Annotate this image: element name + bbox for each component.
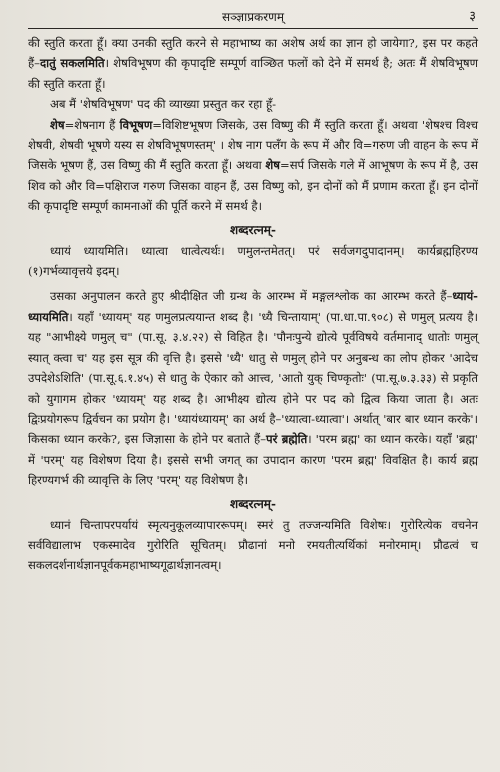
bold-term: शेष (265, 158, 280, 173)
text-run: । शेषविभूषण की कृपादृष्टि सम्पूर्ण वाञ्छित फलों को देने में समर्थ है; अतः मैं शेषविभूषण की स्तुति करता हूँ। (28, 56, 478, 91)
running-header (28, 6, 478, 29)
paragraph (28, 286, 478, 490)
sanskrit-commentary (28, 241, 478, 282)
text-run: =सर्प जिसके गले में आभूषण के रूप में है, उस शिव को और वि=पक्षिराज गरुण जिसका वाहन हैं, उस विष्णु को, इन दोनों को मैं प्रणाम करता हूँ। इन दोनों की कृपादृष्टि सम्पूर्ण कामनाओं की पूर्ति करने में समर्थ है। (28, 158, 478, 214)
text-run: । यहाँ 'ध्यायम्' यह णमुलप्रत्ययान्त शब्द है। 'ध्यै चिन्तायाम्' (पा.धा.पा.९०८) से णमुल् प्रत्यय है। यह "आभीक्ष्ये णमुल् च" (पा.सू. ३.४.२२) से विहित है। 'पौनःपुन्ये द्योत्ये पूर्वविषये वर्तमानाद् धातोः णमुल् स्यात् क्त्वा च' यह इस सूत्र की वृत्ति है। इससे 'ध्यै' धातु से णमुल् होने पर अनुबन्ध का लोप होकर 'आदेच उपदेशेऽशिति' (पा.सू.६.१.४५) से धातु के ऐकार को आत्त्व, 'आतो युक् चिण्कृतोः' (पा.सू.७.३.३३) से प्रकृति को युगागम होकर 'ध्यायम्' यह शब्द है। आभीक्ष्य द्योत्य होने पर पद को द्वित्व किया जाता है। अतः द्विःप्रयोगरूप द्विर्वचन का प्रयोग है। 'ध्यायंध्यायम्' का अर्थ है–'ध्यात्वा-ध्यात्वा'। अर्थात् 'बार बार ध्यान करके'। किसका ध्यान करके?, इस जिज्ञासा के होने पर बताते हैं– (28, 309, 478, 447)
paragraph (28, 115, 478, 217)
bold-term: दातुं सकलमिति (39, 56, 105, 71)
paragraph (28, 33, 478, 94)
bold-term: शेष (50, 117, 65, 132)
text-run: ध्यानं चिन्तापरपर्यायं स्मृत्यनुकूलव्यापाररूपम्। स्मरं तु तज्जन्यमिति विशेषः। गुरोरित्येक वचनेन सर्वविद्यालाभ एकस्मादेव गुरोरिति सूचितम्। प्रौढानां मनो रमयतीत्यर्थिकां मनोरमाम्। प्रौढत्वं च सकलदर्शनार्थज्ञानपूर्वकमहाभाष्यगूढार्थज्ञानत्वम्। (28, 517, 478, 573)
text-run: =विशिष्टभूषण जिसके, उस विष्णु की मैं स्तुति करता हूँ। अथवा 'शेषश्च विश्च शेषवी, शेषवी भूषणे यस्य स शेषविभूषणस्तम्' । शेष नाग पलँग के रूप में और वि=गरुण जी वाहन के रूप में जिसके भूषण हैं, उस विष्णु की मैं स्तुति करता हूँ। अथवा (28, 117, 478, 173)
text-run: ध्यायं ध्यायमिति। ध्यात्वा धात्वेत्यर्थः। णमुलन्तमेतत्। परं सर्वजगदुपादानम्। कार्यब्रह्महिरण्य (१)गर्भव्यावृत्तये इदम्। (28, 243, 478, 279)
bold-term: परं ब्रह्मेति (266, 432, 308, 447)
section-heading: शब्दरत्नम्- (230, 496, 276, 511)
text-run: । 'परम ब्रह्म' का ध्यान करके। यहाँ 'ब्रह्म' में 'परम्' यह विशेषण दिया है। इससे सभी जगत् का उपादान कारण 'परम ब्रह्म' विवक्षित है। कार्य ब्रह्म हिरण्यगर्भ की व्यावृत्ति के लिए 'परम्' यह विशेषण है। (28, 432, 478, 488)
bold-term: ध्यायं-ध्यायमिति (28, 289, 478, 324)
sanskrit-commentary (28, 515, 478, 576)
chapter-title: सञ्ज्ञाप्रकरणम् (221, 10, 285, 24)
text-run: उसका अनुपालन करते हुए श्रीदीक्षित जी ग्रन्थ के आरम्भ में मङ्गलश्लोक का आरम्भ करते हैं– (50, 289, 453, 304)
page-number: ३ (469, 9, 476, 24)
bold-term: विभूषण (119, 117, 153, 132)
text-run: अब मैं 'शेषविभूषण' पद की व्याख्या प्रस्तुत कर रहा हूँ- (50, 97, 277, 112)
section-heading: शब्दरत्नम्- (230, 222, 276, 237)
text-run: की स्तुति करता हूँ। क्या उनकी स्तुति करने से महाभाष्य का अशेष अर्थ का ज्ञान हो जायेगा?, इस पर कहते हैं– (28, 36, 478, 71)
text-run: =शेषनाग हैं (64, 117, 120, 132)
paragraph (28, 94, 478, 114)
